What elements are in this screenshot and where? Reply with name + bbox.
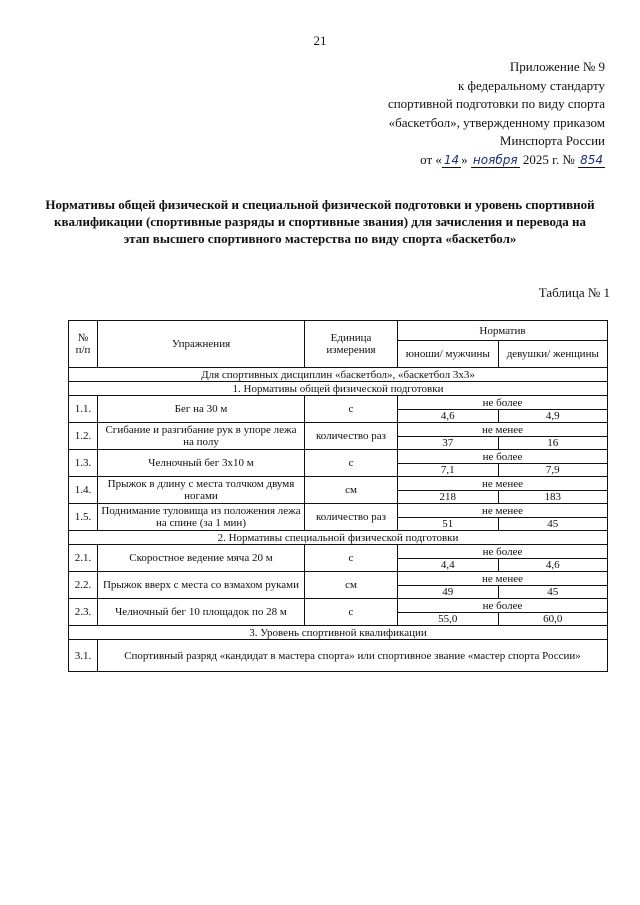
norm-condition: не менее [398,423,608,437]
norm-condition: не менее [398,504,608,518]
header-girls: девушки/ женщины [498,341,607,368]
section-heading: 3. Уровень спортивной квалификации [69,626,608,640]
value-boys: 37 [398,437,499,450]
value-boys: 218 [398,491,499,504]
unit: см [305,572,398,599]
table-row [69,545,608,559]
unit: с [305,545,398,572]
value-girls: 16 [498,437,607,450]
value-girls: 60,0 [498,613,607,626]
row-num: 3.1. [69,640,98,672]
norm-condition: не менее [398,477,608,491]
value-girls: 7,9 [498,464,607,477]
value-boys: 55,0 [398,613,499,626]
unit: количество раз [305,504,398,531]
row-num: 1.5. [69,504,98,531]
norm-condition: не более [398,599,608,613]
section-heading: 1. Нормативы общей физической подготовки [69,382,608,396]
exercise-name: Челночный бег 10 площадок по 28 м [98,599,305,626]
section-heading: 2. Нормативы специальной физической подготовки [69,531,608,545]
value-girls: 45 [498,586,607,599]
value-girls: 4,9 [498,410,607,423]
norm-condition: не более [398,396,608,410]
exercise-name: Челночный бег 3x10 м [98,450,305,477]
order-reference [388,151,605,170]
appendix-line: Приложение № 9 [509,59,605,74]
unit: с [305,396,398,423]
unit: количество раз [305,423,398,450]
table-label: Таблица № 1 [538,285,610,300]
value-girls: 4,6 [498,559,607,572]
header-exercise: Упражнения [98,321,305,368]
table-row [69,477,608,491]
unit: с [305,450,398,477]
appendix-line: «баскетбол», утвержденному приказом [388,114,605,130]
exercise-name: Прыжок вверх с места со взмахом руками [98,572,305,599]
exercise-name: Сгибание и разгибание рук в упоре лежа на полу [98,423,305,450]
document-title: Нормативы общей физической и специальной физической подготовки и уровень спортивной квалификации (спортивные разряды и спортивные звания) для зачисления и перевода на этап высшего спортивного мастерства по виду спорта «баскетбол» [45,197,595,246]
table-row [69,423,608,437]
row-num: 1.1. [69,396,98,423]
order-mid: » [461,151,468,167]
appendix-line: Минспорта России [499,133,605,148]
table-row [69,599,608,613]
header-norm: Норматив [398,321,608,341]
table-row [69,504,608,518]
row-num: 1.3. [69,450,98,477]
header-unit: Единица измерения [305,321,398,368]
order-prefix: от « [420,151,442,167]
value-girls: 183 [498,491,607,504]
table-row [69,450,608,464]
header-num: № п/п [69,321,98,368]
unit: с [305,599,398,626]
row-num: 1.4. [69,477,98,504]
table-row [69,396,608,410]
value-boys: 49 [398,586,499,599]
value-girls: 45 [498,518,607,531]
order-year: 2025 г. № [522,151,575,167]
norm-condition: не более [398,450,608,464]
exercise-name: Поднимание туловища из положения лежа на спине (за 1 мин) [98,504,305,531]
row-num: 2.3. [69,599,98,626]
header-boys: юноши/ мужчины [398,341,499,368]
row-num: 2.1. [69,545,98,572]
table-row [69,572,608,586]
order-number: 854 [580,152,603,167]
row-num: 2.2. [69,572,98,599]
norm-condition: не менее [398,572,608,586]
value-boys: 4,4 [398,559,499,572]
unit: см [305,477,398,504]
norms-table [68,320,608,672]
disciplines-row: Для спортивных дисциплин «баскетбол», «баскетбол 3x3» [69,368,608,382]
value-boys: 51 [398,518,499,531]
value-boys: 7,1 [398,464,499,477]
norm-condition: не более [398,545,608,559]
exercise-name: Прыжок в длину с места толчком двумя ногами [98,477,305,504]
appendix-line: к федеральному стандарту [457,77,605,93]
appendix-line: спортивной подготовки по виду спорта [387,96,605,111]
exercise-name: Бег на 30 м [98,396,305,423]
exercise-name: Скоростное ведение мяча 20 м [98,545,305,572]
order-day: 14 [443,152,460,167]
page-number: 21 [313,33,327,48]
appendix-block [388,58,605,169]
row-num: 1.2. [69,423,98,450]
value-boys: 4,6 [398,410,499,423]
qualification-text: Спортивный разряд «кандидат в мастера спорта» или спортивное звание «мастер спорта России» [98,640,608,672]
order-month: ноября [472,152,518,167]
